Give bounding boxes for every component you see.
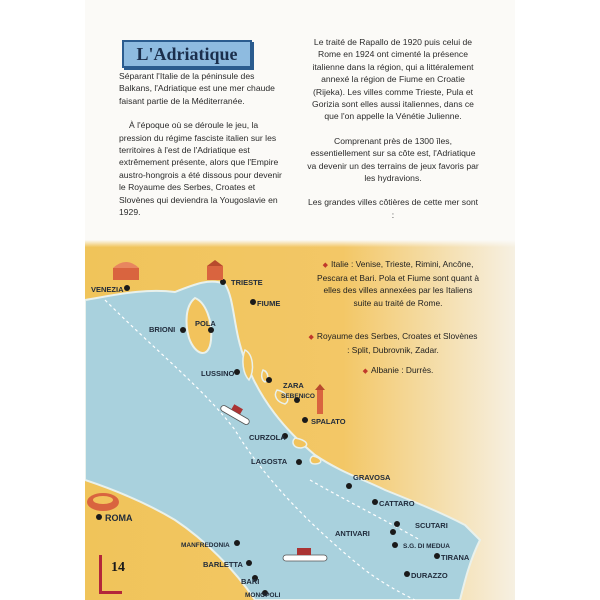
bullet-diamond-icon: ◆ <box>362 368 368 375</box>
city-label: SCUTARI <box>415 521 448 530</box>
city-label: SEBENICO <box>281 393 315 400</box>
page-title: L'Adriatique <box>136 44 238 64</box>
city-label: BARLETTA <box>203 560 243 569</box>
left-column <box>119 70 287 230</box>
bullet-diamond-icon: ◆ <box>308 334 314 341</box>
paragraph: Séparant l'Italie de la péninsule des Balkans, l'Adriatique est une mer chaude faisant partie de la Méditerranée. <box>119 71 275 106</box>
bullet-item <box>307 330 479 356</box>
rome-colosseum-icon <box>87 493 119 511</box>
page-number: 14 <box>111 560 125 575</box>
city-label: LAGOSTA <box>251 457 288 466</box>
city-label: ANTIVARI <box>335 529 370 538</box>
city-label: POLA <box>195 319 216 328</box>
city-label: VENEZIA <box>91 285 124 294</box>
title-box <box>122 40 252 68</box>
city-label: TIRANA <box>441 553 470 562</box>
city-label: TRIESTE <box>231 278 263 287</box>
book-page <box>85 0 515 600</box>
right-column <box>307 36 479 233</box>
city-label: BARI <box>241 577 260 586</box>
city-label: FIUME <box>257 299 281 308</box>
bullet-diamond-icon: ◆ <box>322 262 328 269</box>
city-label: CURZOLA <box>249 433 286 442</box>
city-label: S.G. DI MEDUA <box>403 543 450 550</box>
city-label: LUSSINO <box>201 369 235 378</box>
city-label: DURAZZO <box>411 571 448 580</box>
city-label: BRIONI <box>149 325 176 334</box>
city-label: ZARA <box>283 381 304 390</box>
paragraph: Les grandes villes côtières de cette mer sont : <box>307 197 479 220</box>
city-label: GRAVOSA <box>353 473 391 482</box>
city-label: CATTARO <box>379 499 415 508</box>
bullet-text: Albanie : Durrès. <box>371 365 434 375</box>
city-label: MANFREDONIA <box>181 542 230 549</box>
city-label: MONOPOLI <box>245 592 281 599</box>
city-label: SPALATO <box>311 417 346 426</box>
bullet-text: Italie : Venise, Trieste, Rimini, Ancône, Pescara et Bari. Pola et Fiume sont quant à elles des villes annexées par les Italiens suite au traité de Rome. <box>317 259 480 308</box>
paragraph: Comprenant près de 1300 îles, essentiellement sur sa côte est, l'Adriatique va devenir un des terrains de jeux favoris par les hydravions. <box>307 135 479 184</box>
bullet-text: Royaume des Serbes, Croates et Slovènes : Split, Dubrovnik, Zadar. <box>316 331 478 356</box>
paragraph: Le traité de Rapallo de 1920 puis celui de Rome en 1924 ont cimenté la présence italienne dans la région, qui a littéralement annexé la région de Fiume en Croatie (Rijeka). Les villes comme Trieste, Pula et Gorizia sont elles aussi italiennes, dans ce que l'on appelle la Vénétie Julienne. <box>312 37 474 122</box>
bullet-item <box>317 258 479 309</box>
city-label: ROMA <box>105 513 133 523</box>
paragraph: À l'époque où se déroule le jeu, la pression du régime fasciste italien sur les territoires à l'est de l'Adriatique est extrêmement présente, alors que l'Empire austro-hongrois a été dissous pour devenir le Royaume des Serbes, Croates et Slovènes qui deviendra la Yougoslavie en 1929. <box>119 120 282 218</box>
bullet-item <box>317 364 479 378</box>
